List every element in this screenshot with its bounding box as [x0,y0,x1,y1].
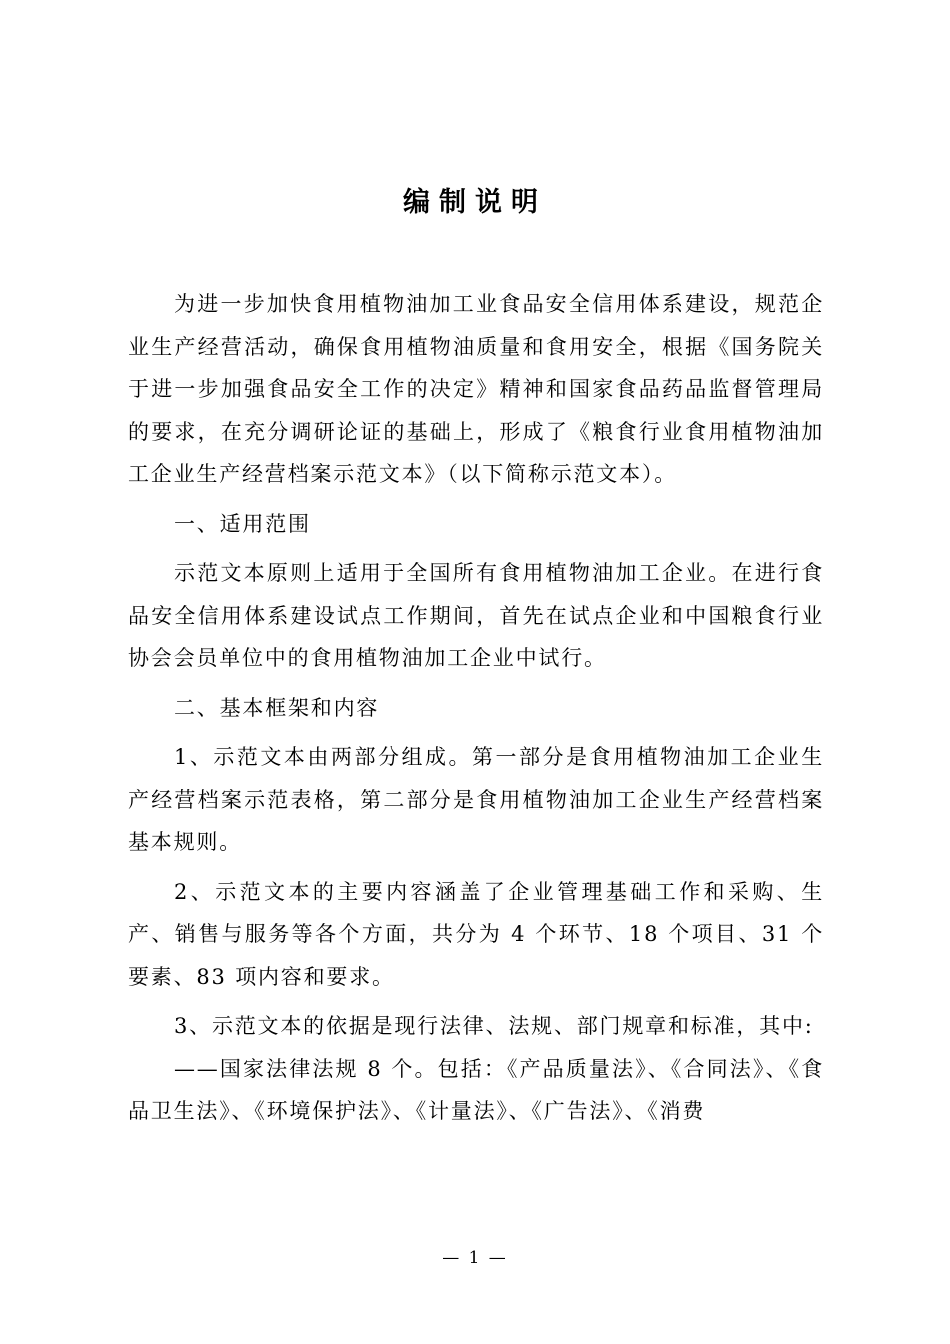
page-number: — 1 — [442,1248,508,1268]
paragraph-framework-1: 1、示范文本由两部分组成。第一部分是食用植物油加工企业生产经营档案示范表格，第二部分是食用植物油加工企业生产经营档案基本规则。 [128,745,824,854]
section-heading-scope: 一、适用范围 [174,511,311,536]
paragraph-intro: 为进一步加快食用植物油加工业食品安全信用体系建设，规范企业生产经营活动，确保食用植物油质量和食用安全，根据《国务院关于进一步加强食品安全工作的决定》精神和国家食品药品监督管理局的要求，在充分调研论证的基础上，形成了《粮食行业食用植物油加工企业生产经营档案示范文本》（以下简称示范文本）。 [128,292,824,486]
paragraph-laws: ——国家法律法规 8 个。包括：《产品质量法》、《合同法》、《食品卫生法》、《环境保护法》、《计量法》、《广告法》、《消费 [128,1056,824,1123]
section-heading-framework: 二、基本框架和内容 [174,695,380,720]
paragraph-framework-3: 3、示范文本的依据是现行法律、法规、部门规章和标准，其中: [174,1014,814,1038]
paragraph-scope: 示范文本原则上适用于全国所有食用植物油加工企业。在进行食品安全信用体系建设试点工作期间，首先在试点企业和中国粮食行业协会会员单位中的食用植物油加工企业中试行。 [128,561,824,670]
paragraph-framework-2: 2、示范文本的主要内容涵盖了企业管理基础工作和采购、生产、销售与服务等各个方面，共分为 4 个环节、18 个项目、31 个要素、83 项内容和要求。 [128,879,824,989]
document-title: 编制说明 [403,187,547,218]
document-body [128,283,824,1133]
